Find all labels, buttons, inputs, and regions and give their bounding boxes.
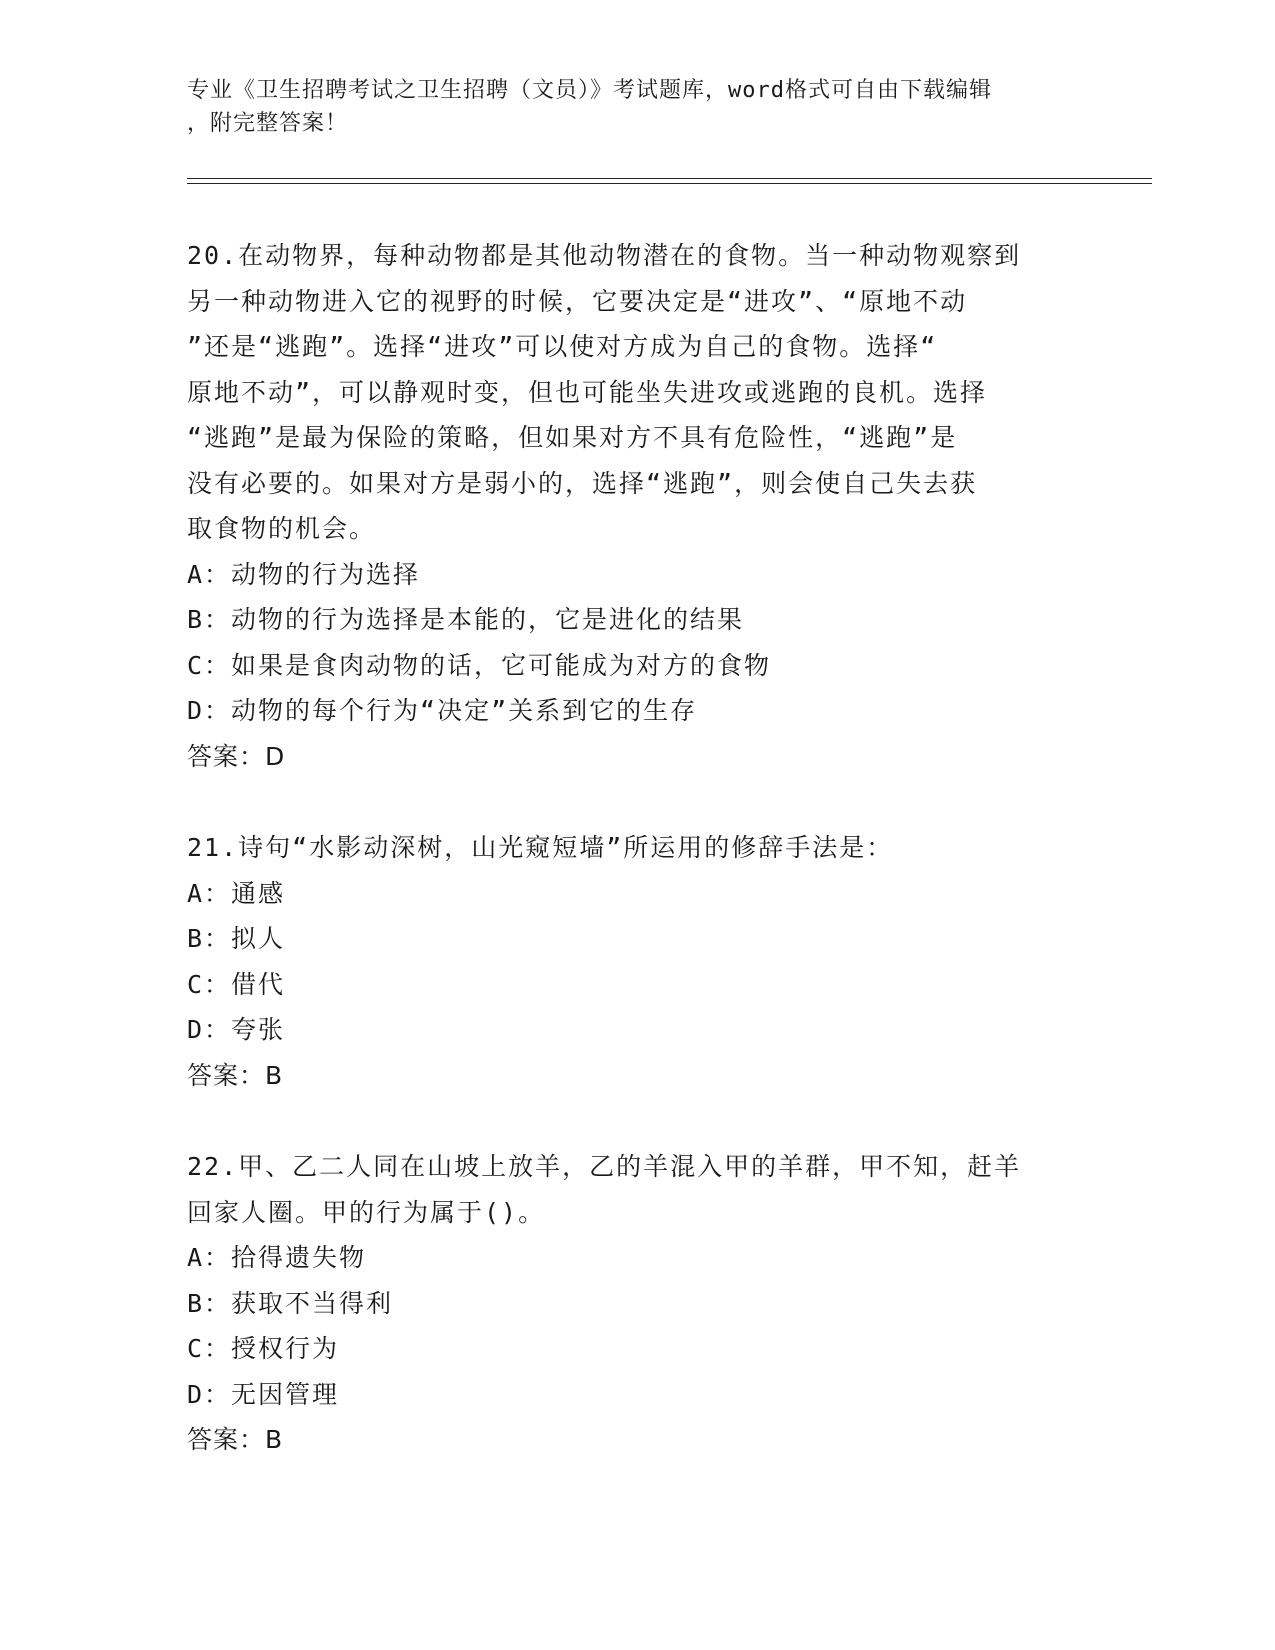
answer-line: 答案：B [187, 1060, 284, 1090]
question-list [187, 233, 1087, 1509]
question-21 [187, 825, 1087, 1098]
stem-line: 22.甲、乙二人同在山坡上放羊，乙的羊混入甲的羊群，甲不知，赶羊 [187, 1152, 1022, 1181]
option-c: C：授权行为 [187, 1334, 340, 1363]
option-c: C：借代 [187, 969, 286, 999]
option-c: C：如果是食肉动物的话，它可能成为对方的食物 [187, 650, 772, 680]
stem-line: 另一种动物进入它的视野的时候，它要决定是“进攻”、“原地不动 [187, 286, 968, 316]
answer-line: 答案：D [187, 741, 286, 771]
question-stem [187, 233, 1087, 552]
stem-line: 没有必要的。如果对方是弱小的，选择“逃跑”，则会使自己失去获 [187, 468, 978, 498]
question-22 [187, 1144, 1087, 1463]
option-b: B：获取不当得利 [187, 1288, 394, 1318]
stem-line: 原地不动”，可以静观时变，但也可能坐失进攻或逃跑的良机。选择 [187, 377, 988, 407]
stem-line: ”还是“逃跑”。选择“进攻”可以使对方成为自己的食物。选择“ [187, 332, 938, 361]
stem-line: 21.诗句“水影动深树，山光窥短墙”所运用的修辞手法是： [187, 833, 894, 862]
header-line-2: ，附完整答案！ [187, 111, 349, 136]
question-stem [187, 825, 1087, 871]
header-divider-bottom [187, 183, 1152, 184]
question-stem [187, 1144, 1087, 1235]
stem-line: 取食物的机会。 [187, 514, 377, 543]
option-b: B：拟人 [187, 924, 286, 953]
header-line-1: 专业《卫生招聘考试之卫生招聘（文员）》考试题库，word格式可自由下载编辑 [187, 78, 992, 103]
question-20 [187, 233, 1087, 779]
option-a: A：拾得遗失物 [187, 1243, 367, 1272]
option-a: A：通感 [187, 878, 286, 908]
stem-line: 回家人圈。甲的行为属于()。 [187, 1197, 546, 1227]
document-header [187, 74, 1067, 140]
option-d: D：无因管理 [187, 1379, 340, 1409]
option-a: A：动物的行为选择 [187, 559, 421, 589]
option-d: D：夸张 [187, 1015, 286, 1044]
stem-line: “逃跑”是最为保险的策略，但如果对方不具有危险性，“逃跑”是 [187, 423, 958, 452]
header-divider-top [187, 178, 1152, 179]
answer-line: 答案：B [187, 1425, 284, 1454]
stem-line: 20.在动物界，每种动物都是其他动物潜在的食物。当一种动物观察到 [187, 241, 1022, 270]
option-d: D：动物的每个行为“决定”关系到它的生存 [187, 696, 698, 725]
option-b: B：动物的行为选择是本能的，它是进化的结果 [187, 605, 745, 634]
